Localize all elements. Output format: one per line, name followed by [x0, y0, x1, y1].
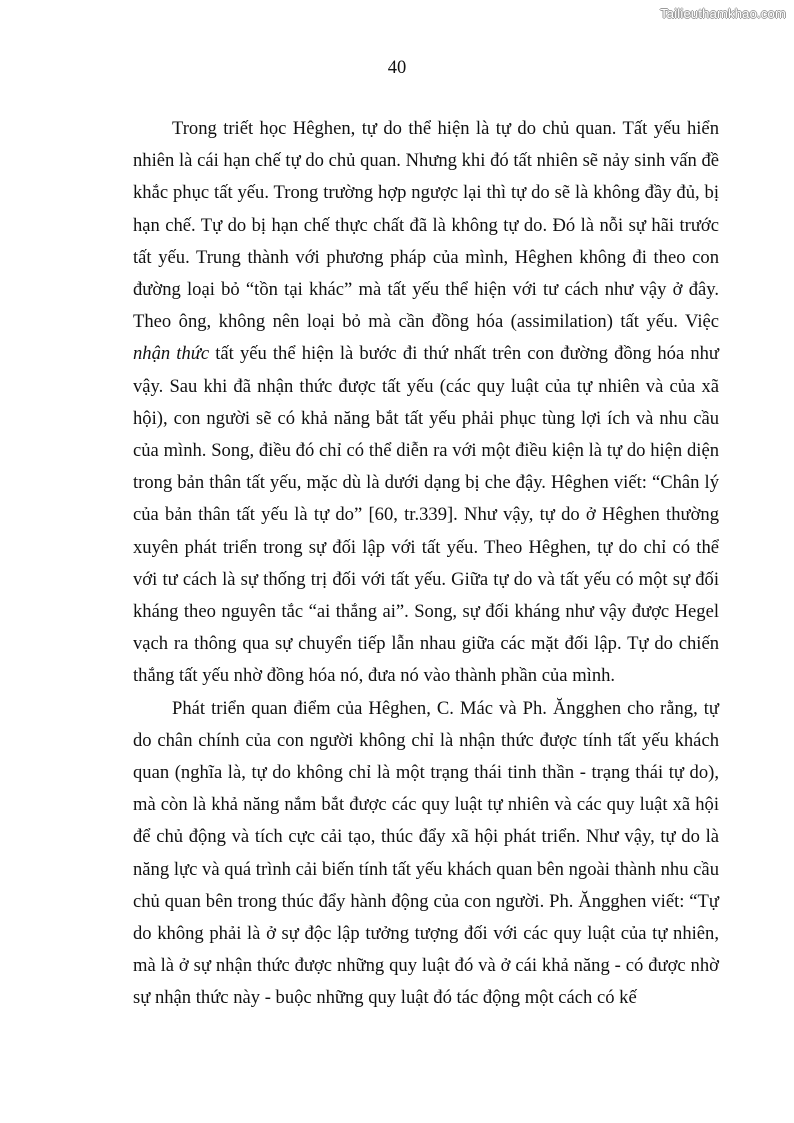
paragraph-hegel-freedom	[133, 113, 719, 693]
paragraph-marx-engels: Phát triển quan điểm của Hêghen, C. Mác và Ph. Ăngghen cho rằng, tự do chân chính của con người không chỉ là nhận thức được tính tất yếu khách quan (nghĩa là, tự do không chỉ là một trạng thái tinh thần - trạng thái tự do), mà còn là khả năng nắm bắt được các quy luật tự nhiên và các quy luật xã hội để chủ động và tích cực cải tạo, thúc đẩy xã hội phát triển. Như vậy, tự do là năng lực và quá trình cải biến tính tất yếu khách quan bên ngoài thành nhu cầu chủ quan bên trong thúc đẩy hành động của con người. Ph. Ăngghen viết: “Tự do không phải là ở sự độc lập tưởng tượng đối với các quy luật của tự nhiên, mà là ở sự nhận thức được những quy luật đó và ở cái khả năng - có được nhờ sự nhận thức này - buộc những quy luật đó tác động một cách có kế	[133, 697, 719, 1009]
page-number: 40	[387, 58, 407, 78]
paragraph-text: Trong triết học Hêghen, tự do thể hiện là tự do chủ quan. Tất yếu hiển nhiên là cái hạn chế tự do chủ quan. Nhưng khi đó tất nhiên sẽ nảy sinh vấn đề khắc phục tất yếu. Trong trường hợp ngược lại thì tự do sẽ là không đầy đủ, bị hạn chế. Tự do bị hạn chế thực chất đã là không tự do. Đó là nỗi sự hãi trước tất yếu. Trung thành với phương pháp của mình, Hêghen không đi theo con đường loại bỏ “tồn tại khác” mà tất yếu thể hiện với tư cách như vậy ở đây. Theo ông, không nên loại bỏ mà cần đồng hóa (assimilation) tất yếu. Việc	[133, 118, 719, 333]
emphasized-term: nhận thức	[133, 343, 210, 365]
watermark: Tailieuthamkhao.com	[660, 6, 786, 21]
paragraph-text: tất yếu thể hiện là bước đi thứ nhất trên con đường đồng hóa như vậy. Sau khi đã nhận thức được tất yếu (các quy luật của tự nhiên và của xã hội), con người sẽ có khả năng bắt tất yếu phải phục tùng lợi ích và nhu cầu của mình. Song, điều đó chỉ có thể diễn ra với một điều kiện là tự do hiện diện trong bản thân tất yếu, mặc dù là dưới dạng bị che đậy. Hêghen viết: “Chân lý của bản thân tất yếu là tự do” [60, tr.339]. Như vậy, tự do ở Hêghen thường xuyên phát triển trong sự đối lập với tất yếu. Theo Hêghen, tự do chỉ có thể với tư cách là sự thống trị đối với tất yếu. Giữa tự do và tất yếu có một sự đối kháng theo nguyên tắc “ai thắng ai”. Song, sự đối kháng như vậy được Hegel vạch ra thông qua sự chuyển tiếp lẫn nhau giữa các mặt đối lập. Tự do chiến thắng tất yếu nhờ đồng hóa nó, đưa nó vào thành phần của mình.	[133, 343, 719, 687]
document-body	[133, 113, 719, 1015]
